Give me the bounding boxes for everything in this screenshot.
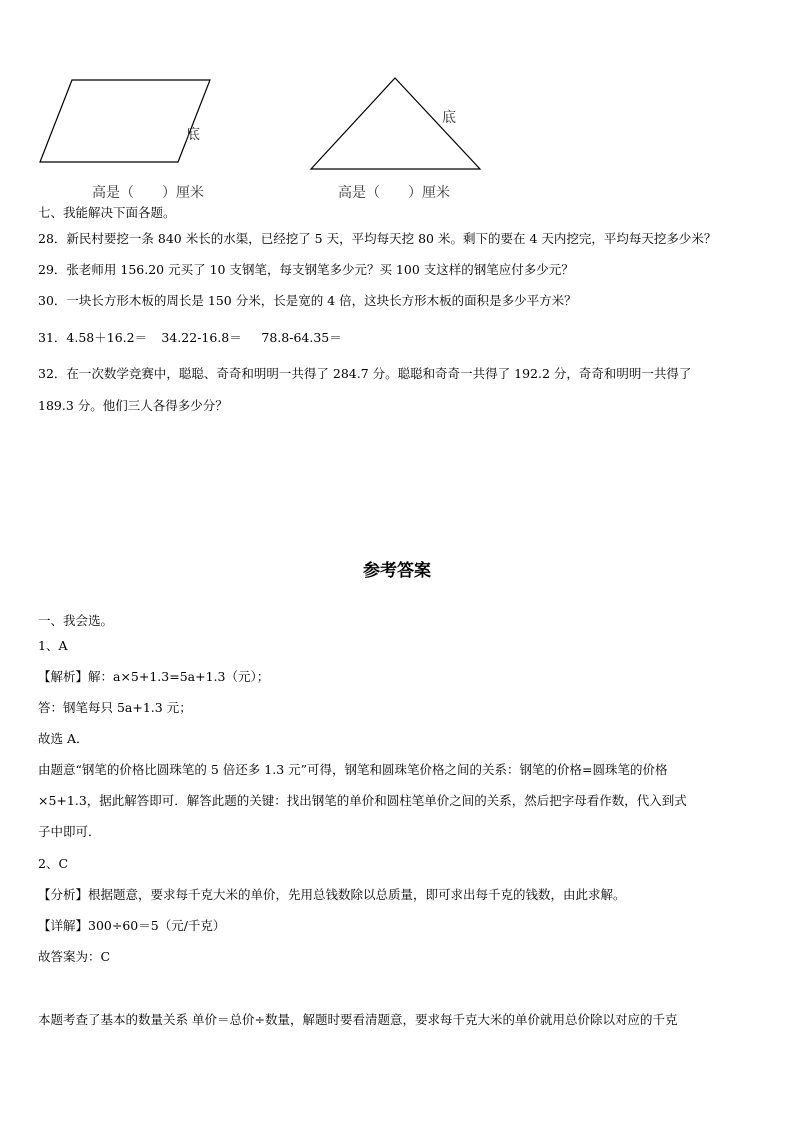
answer-1-choice: 故选 A． [38, 731, 89, 746]
calc-1: 4.58＋16.2＝ [66, 330, 148, 345]
triangle-figure [305, 72, 490, 172]
triangle-height-label: 高是（ ）厘米 [338, 185, 450, 201]
answer-2-comment: 本题考查了基本的数量关系 单价＝总价÷数量，解题时要看清题意，要求每千克大米的单价就用总价除以对应的千克 [38, 1012, 678, 1027]
parallelogram-height-label: 高是（ ）厘米 [92, 185, 204, 201]
answer-2-label: 2、C [38, 856, 69, 871]
parallelogram-figure [30, 72, 230, 172]
parallelogram-shape [40, 80, 210, 162]
calc-3: 78.8-64.35＝ [261, 330, 342, 345]
parallelogram-base-label: 底 [186, 127, 200, 143]
answer-1-explain-1: 由题意“钢笔的价格比圆珠笔的 5 倍还多 1.3 元”可得，钢笔和圆珠笔价格之间的关系：钢笔的价格=圆珠笔的价格 [38, 762, 668, 777]
question-29: 29．张老师用 156.20 元买了 10 支钢笔，每支钢笔多少元？买 100 支这样的钢笔应付多少元？ [38, 262, 574, 277]
question-30: 30．一块长方形木板的周长是 150 分米，长是宽的 4 倍，这块长方形木板的面积是多少平方米？ [38, 293, 577, 308]
answer-2-answer: 故答案为：C [38, 949, 111, 964]
triangle-base-label: 底 [442, 110, 456, 126]
answers-section1-heading: 一、我会选。 [38, 613, 114, 628]
question-31-number: 31． [38, 330, 67, 345]
question-28: 28．新民村要挖一条 840 米长的水渠，已经挖了 5 天，平均每天挖 80 米。剩下的要在 4 天内挖完，平均每天挖多少米？ [38, 231, 717, 246]
question-32-line2: 189.3 分。他们三人各得多少分？ [38, 398, 228, 413]
answer-2-detail: 【详解】300÷60＝5（元/千克） [38, 918, 226, 933]
answer-1-reply: 答：钢笔每只 5a+1.3 元； [38, 700, 192, 715]
answer-1-explain-2: ×5+1.3，据此解答即可．解答此题的关键：找出钢笔的单价和圆柱笔单价之间的关系，然后把字母看作数，代入到式 [38, 793, 687, 808]
question-31 [38, 328, 342, 346]
answer-1-analysis: 【解析】解：a×5+1.3=5a+1.3（元）； [38, 669, 270, 684]
section7-heading: 七、我能解决下面各题。 [38, 205, 176, 220]
answer-1-explain-3: 子中即可． [38, 824, 101, 839]
answer-title: 参考答案 [363, 561, 431, 581]
calc-2: 34.22-16.8＝ [161, 330, 242, 345]
question-32-line1: 32．在一次数学竞赛中，聪聪、奇奇和明明一共得了 284.7 分。聪聪和奇奇一共得了 192.2 分，奇奇和明明一共得了 [38, 366, 692, 381]
answer-1-label: 1、A [38, 638, 68, 653]
answer-2-analysis: 【分析】根据题意，要求每千克大米的单价，先用总钱数除以总质量，即可求出每千克的钱数，由此求解。 [38, 887, 626, 902]
